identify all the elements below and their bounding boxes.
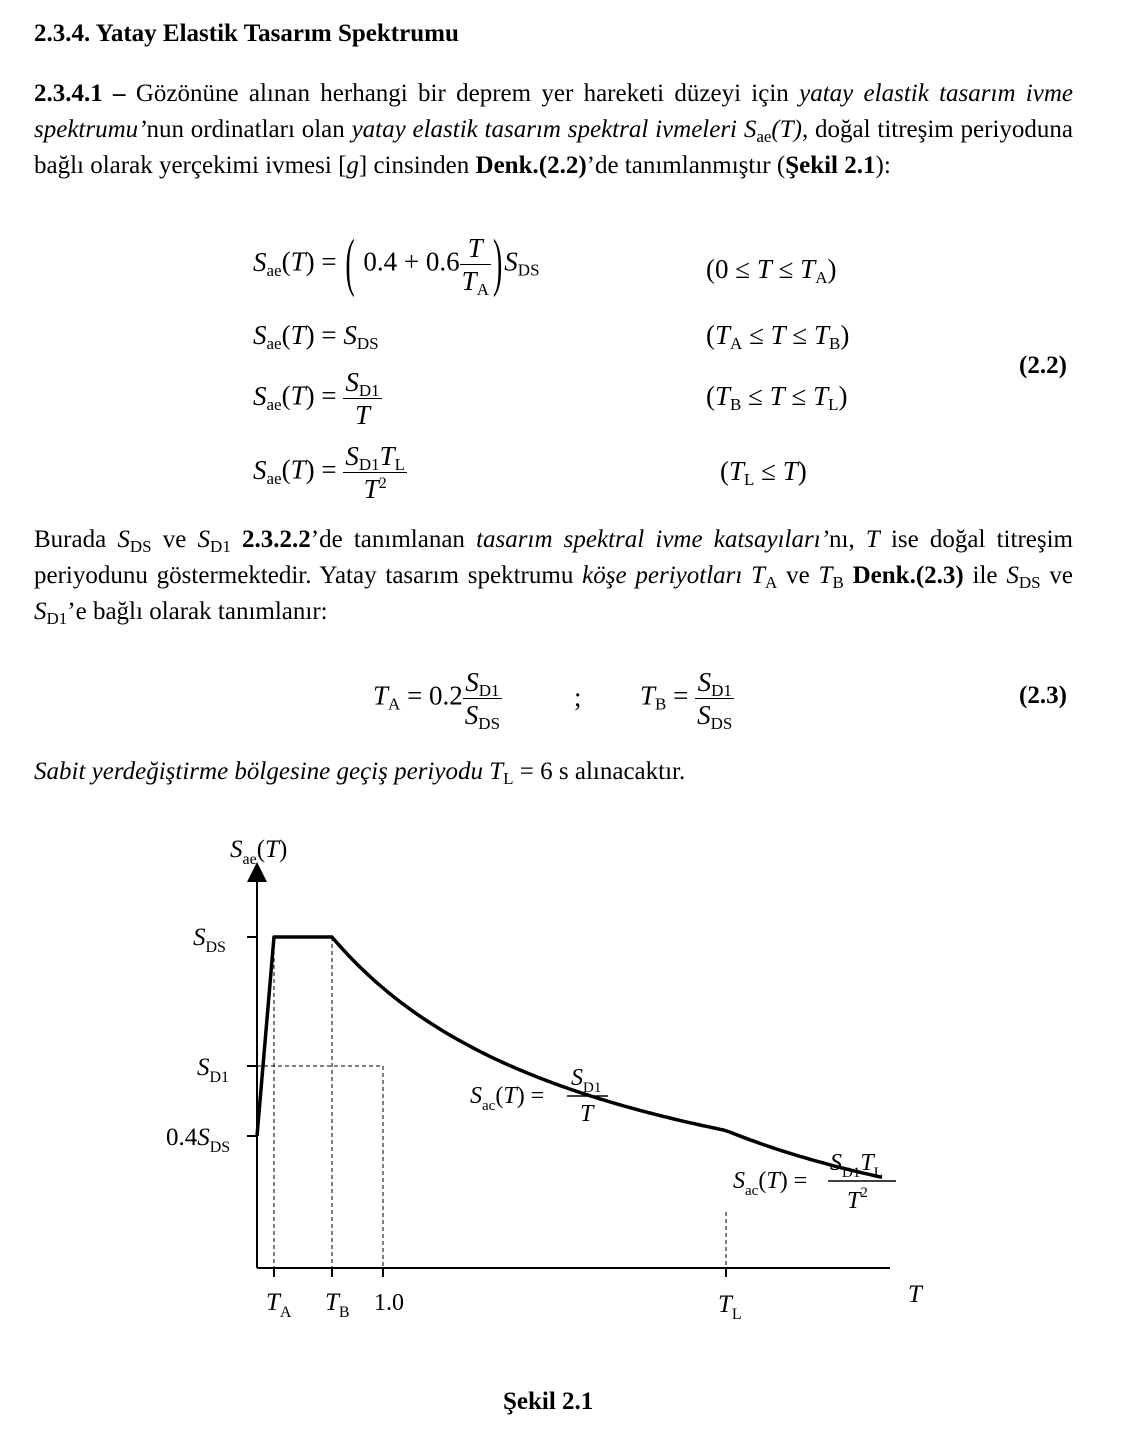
text-run: ] cinsinden [358, 152, 476, 179]
eq23-left: $T_A = 0.2$ $\frac{S_{D1}}{S_{DS}}$ [373, 667, 501, 733]
text-run: Gözönüne alınan herhangi bir deprem yer hareketi düzeyi için [125, 80, 800, 107]
y-label-sds: $S_{DS}$ [193, 924, 226, 956]
eq23-number: (2.3) [1019, 682, 1067, 709]
figure-ref: Şekil 2.1 [785, 152, 876, 179]
eq23-right: $T_B$ = $\frac{S_{D1}}{S_{DS}}$ [640, 667, 733, 733]
eq22-line1: $S_{ae}(T)$ = ( 0.4 + 0.6 $\frac{T}{T_A}$ )$S_{DS}$ [253, 227, 540, 299]
eq23-separator: ; [574, 682, 582, 712]
eq22-line3: $S_{ae}(T)$ = $\frac{S_{D1}}{T}$ [253, 367, 380, 430]
text-run: nun ordinatları olan [146, 116, 352, 143]
symbol-g: g [346, 152, 359, 179]
eq22-cond1: $(0 \le T \le T_A)$ [706, 254, 837, 287]
section-ref: 2.3.2.2 [242, 526, 311, 553]
text-run: ’de tanımlanmıştır ( [586, 152, 786, 179]
spectrum-curve [257, 937, 882, 1177]
clause-number: 2.3.4.1 – [34, 80, 126, 107]
text-run: ’de tanımlanan [310, 526, 477, 553]
x-label-tl: $T_L$ [718, 1291, 742, 1323]
svg-text:Sac(T) =: $S_{ac}(T)$ = [470, 1083, 545, 1114]
eq22-cond3: $(T_B \le T \le T_L)$ [706, 381, 848, 414]
y-axis-label: $S_{ae}(T)$ [230, 836, 288, 868]
svg-text:T: T [580, 1101, 594, 1127]
text-run: ile [963, 562, 1007, 589]
eq22-line2: $S_{ae}(T) = S_{DS}$ [253, 320, 379, 353]
equation-ref: Denk.(2.2) [475, 152, 587, 179]
svg-text:T2: $T^2$ [847, 1185, 868, 1214]
text-run: Burada [34, 526, 118, 553]
svg-text:SD1: $S_{D1}$ [571, 1065, 602, 1096]
text-run: = 6 s alınacaktır. [513, 758, 686, 785]
y-label-sd1: $S_{D1}$ [197, 1054, 230, 1086]
text-run: ise doğal titreşim periyodunu göstermektedir. Yatay tasarım spektrumu [34, 526, 1073, 589]
svg-text:SD1TL: $S_{D1}T_L$ [830, 1150, 883, 1181]
x-label-1: 1.0 [374, 1290, 404, 1316]
svg-text:Sac(T) =: $S_{ac}(T)$ = [733, 1168, 808, 1199]
eq22-number: (2.2) [1019, 352, 1067, 379]
symbol-sae: $S_{ae}(T)$ [743, 116, 802, 146]
term-coefficients: tasarım spektral ivme katsayıları’ [476, 526, 829, 553]
text-run: ’e bağlı olarak tanımlanır: [67, 598, 328, 625]
text-run: nı, [829, 526, 866, 553]
term-corner-periods: köşe periyotları [582, 562, 743, 589]
y-label-04sds: $0.4S_{DS}$ [166, 1124, 231, 1156]
x-axis-label: T [908, 1281, 922, 1308]
figure-caption: Şekil 2.1 [503, 1388, 594, 1415]
paragraph-tl: Sabit yerdeğiştirme bölgesine geçiş periyodu $T_L = 6$ s alınacaktır. [34, 758, 686, 788]
eq22-cond4: $(T_L \le T)$ [720, 456, 807, 489]
annotation-sd1-over-t [470, 1065, 608, 1127]
eq22-cond2: $(T_A \le T \le T_B)$ [706, 320, 850, 353]
text-run: , doğal titreşim periyoduna bağlı olarak yerçekimi ivmesi [ [34, 116, 1074, 179]
x-label-tb: $T_B$ [325, 1289, 350, 1321]
paragraph-definitions: Burada $S_{DS}$ ve $S_{D1}$ 2.3.2.2’de tanımlanan tasarım spektral ivme katsayıları’nı, T ise doğal titreşim periyodunu göstermektedir. Yatay tasarım spektrumu köşe periyotları $T_A$ ve $T_B$ Denk.(2.3) ile $S_{DS}$ ve $S_{D1}’e$ bağlı olarak tanımlanır: [34, 526, 1073, 628]
eq22-line4: $S_{ae}(T)$ = $\frac{S_{D1}T_L}{T^2}$ [253, 441, 406, 504]
section-heading: 2.3.4. Yatay Elastik Tasarım Spektrumu [34, 20, 459, 47]
term-spectral-accel: yatay elastik tasarım spektral ivmeleri [351, 116, 738, 143]
text-run: ): [875, 152, 891, 179]
term-spectrum: yatay elastik tasarım ivme spektrumu’ [34, 80, 1073, 143]
equation-ref: Denk.(2.3) [852, 562, 964, 589]
text-run: Sabit yerdeğiştirme bölgesine geçiş periyodu [34, 758, 483, 785]
x-label-ta: $T_A$ [266, 1289, 292, 1321]
